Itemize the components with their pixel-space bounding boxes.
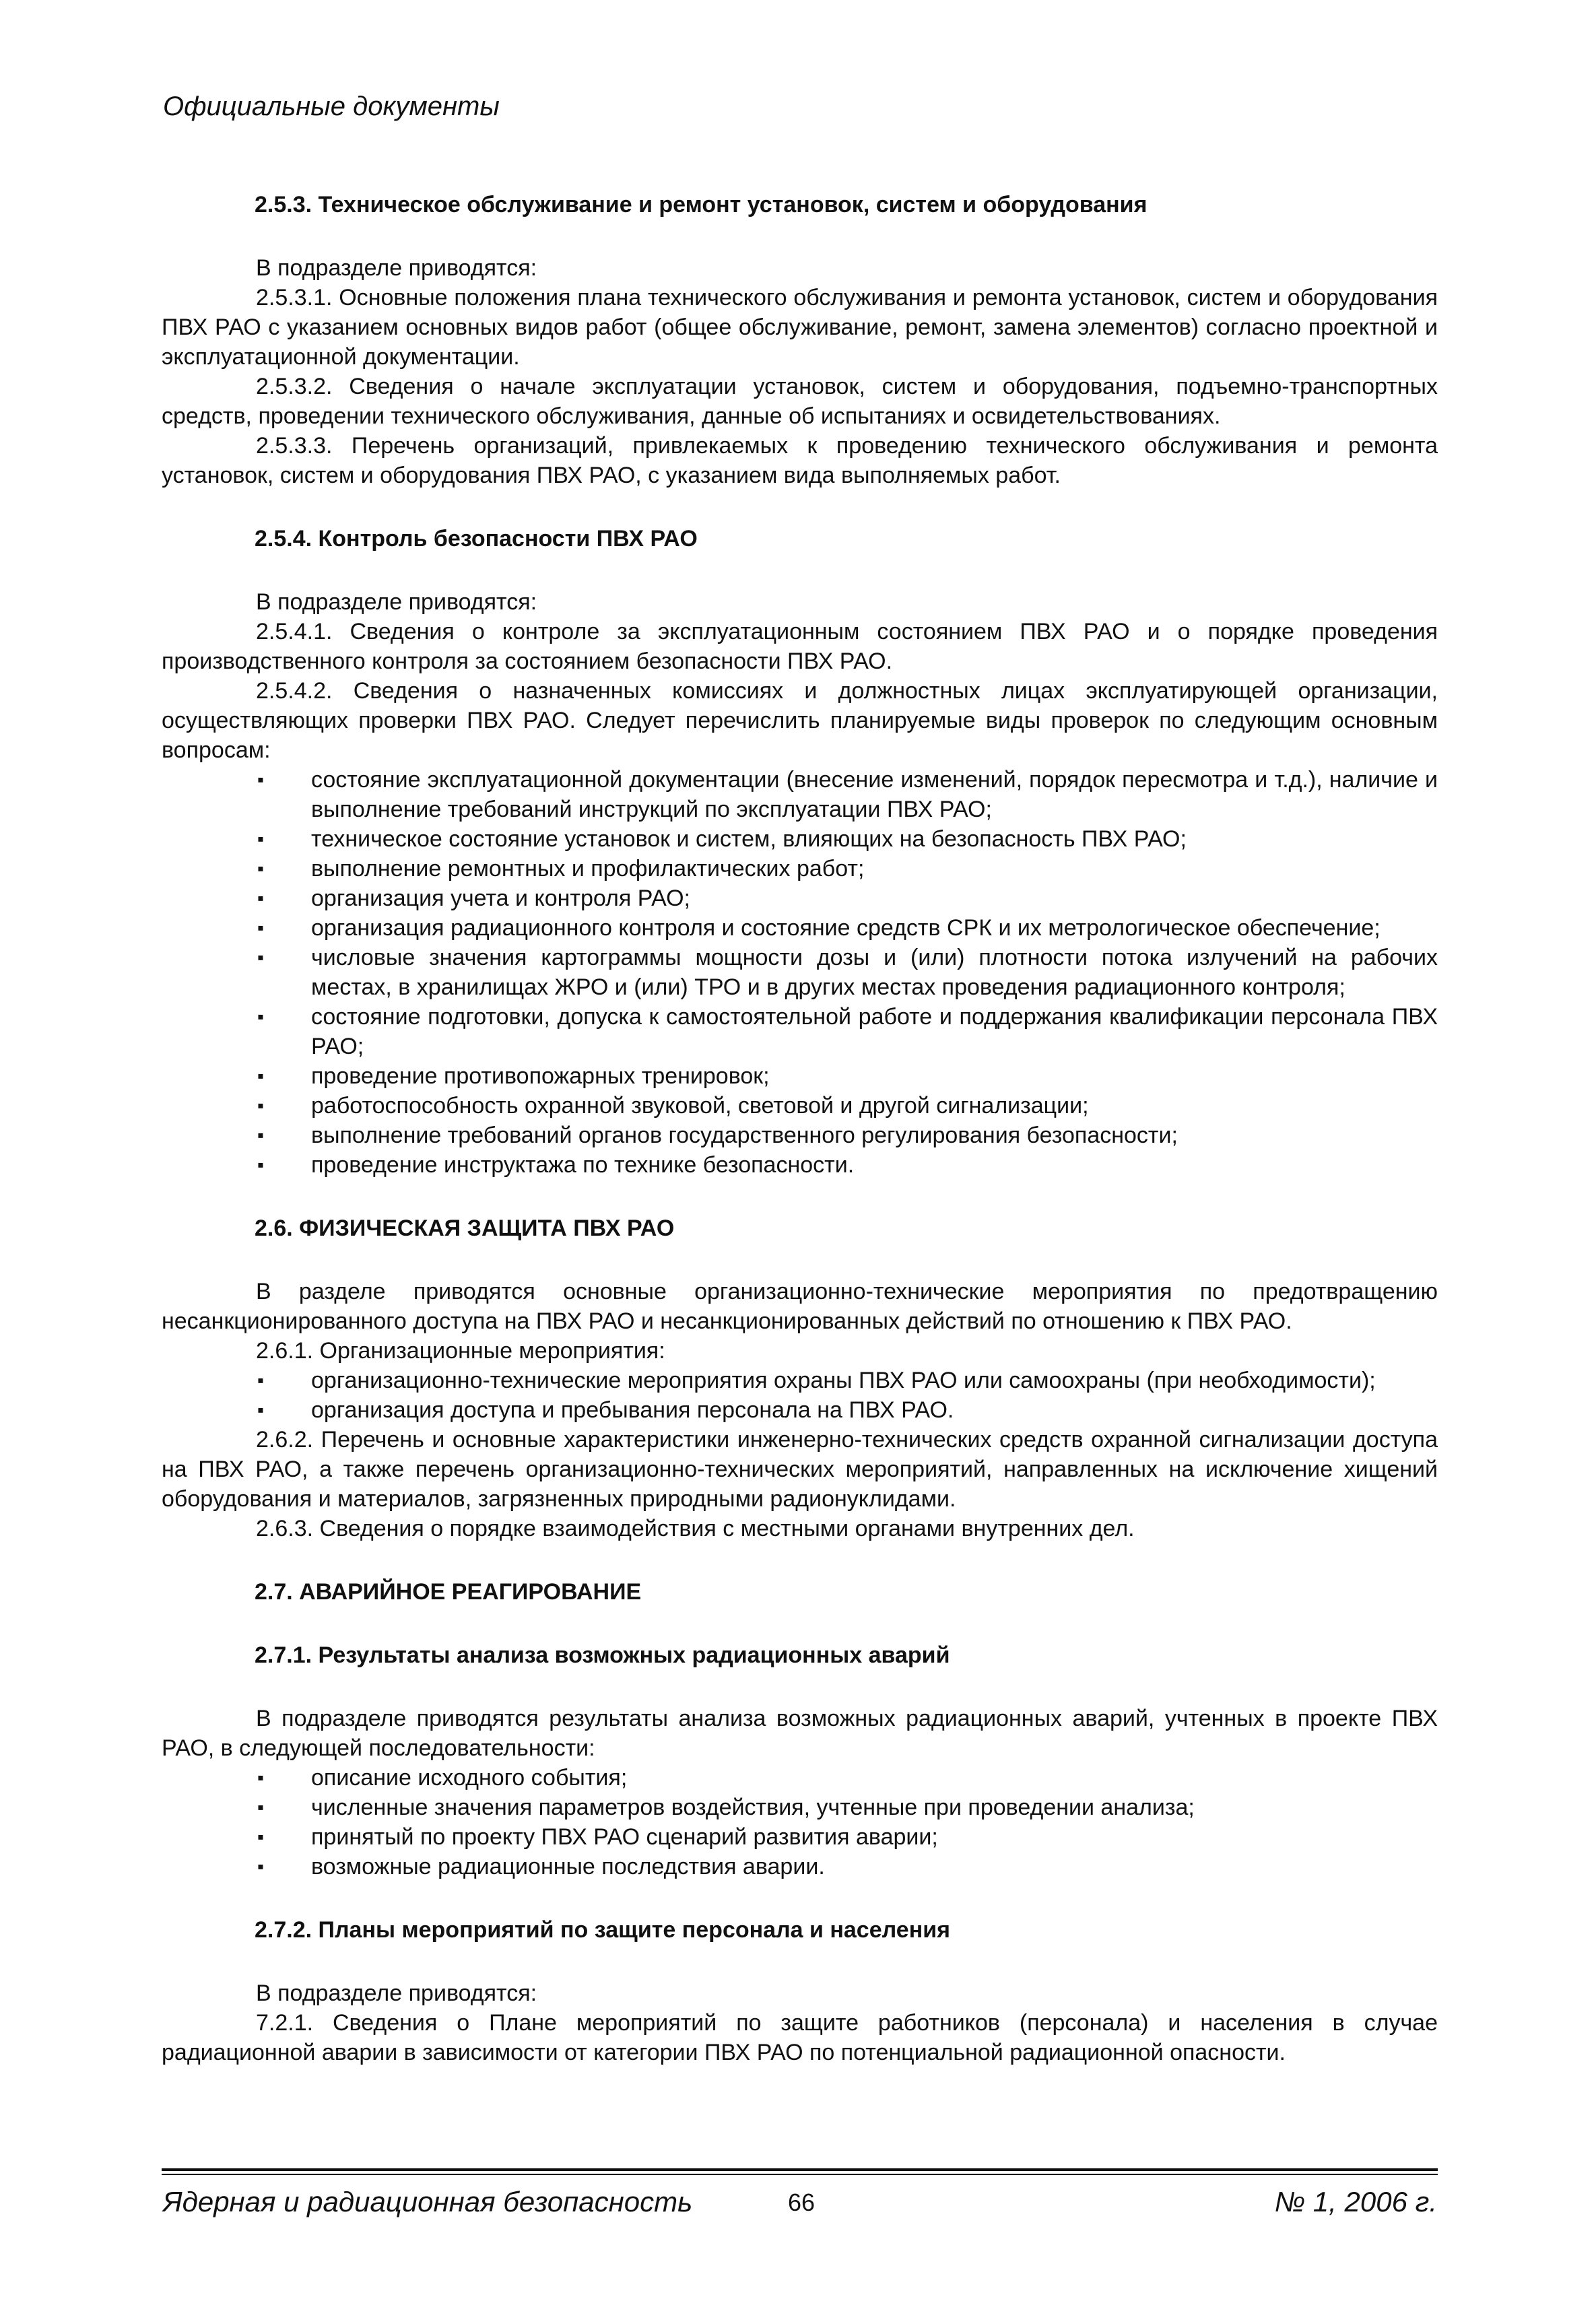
- section-2-6-title: 2.6. ФИЗИЧЕСКАЯ ЗАЩИТА ПВХ РАО: [255, 1215, 675, 1241]
- list-item: ▪ состояние эксплуатационной документации (внесение изменений, порядок пересмотра и т.д.), наличие и выполнение требований инструкций по эксплуатации ПВХ РАО;: [162, 765, 1438, 824]
- list-item: ▪ организационно-технические мероприятия охраны ПВХ РАО или самоохраны (при необходимости);: [162, 1366, 1438, 1395]
- list-item: ▪ описание исходного события;: [162, 1763, 1438, 1793]
- organizational-measures-list: [162, 1366, 1438, 1425]
- footer-rule-thin: [162, 2174, 1438, 2175]
- list-item: ▪ выполнение ремонтных и профилактических работ;: [162, 854, 1438, 883]
- list-item: ▪ техническое состояние установок и систем, влияющих на безопасность ПВХ РАО;: [162, 824, 1438, 854]
- section-2-5-4-intro: В подразделе приводятся:: [256, 589, 537, 615]
- section-2-7-1-intro: В подразделе приводятся результаты анализа возможных радиационных аварий, учтенных в проекте ПВХ РАО, в следующей последовательности:: [162, 1706, 1438, 1761]
- list-item: ▪ организация радиационного контроля и состояние средств СРК и их метрологическое обеспечение;: [162, 913, 1438, 943]
- footer-journal-title: Ядерная и радиационная безопасность: [163, 2186, 693, 2217]
- list-item: ▪ возможные радиационные последствия аварии.: [162, 1852, 1438, 1881]
- paragraph-2-5-4-1: 2.5.4.1. Сведения о контроле за эксплуатационным состоянием ПВХ РАО и о порядке проведения производственного контроля за состоянием безопасности ПВХ РАО.: [162, 619, 1438, 674]
- section-2-5-3-title: 2.5.3. Техническое обслуживание и ремонт установок, систем и оборудования: [255, 192, 1148, 218]
- list-item: ▪ работоспособность охранной звуковой, световой и другой сигнализации;: [162, 1091, 1438, 1121]
- paragraph-2-5-4-2: 2.5.4.2. Сведения о назначенных комиссиях и должностных лицах эксплуатирующей организации, осуществляющих проверки ПВХ РАО. Следует перечислить планируемые виды проверок по следующим основным вопросам:: [162, 678, 1438, 763]
- footer-page-number: 66: [788, 2189, 816, 2216]
- list-item: ▪ состояние подготовки, допуска к самостоятельной работе и поддержания квалификации персонала ПВХ РАО;: [162, 1002, 1438, 1061]
- inspection-topics-list: [162, 765, 1438, 1180]
- footer-issue: № 1, 2006 г.: [1274, 2186, 1437, 2217]
- paragraph-2-5-3-2: 2.5.3.2. Сведения о начале эксплуатации установок, систем и оборудования, подъемно-транспортных средств, проведении технического обслуживания, данные об испытаниях и освидетельствованиях.: [162, 374, 1438, 429]
- paragraph-2-5-3-1: 2.5.3.1. Основные положения плана технического обслуживания и ремонта установок, систем и оборудования ПВХ РАО с указанием основных видов работ (общее обслуживание, ремонт, замена элементов) согласно проектной и эксплуатационной документации.: [162, 285, 1438, 370]
- paragraph-2-6-1: 2.6.1. Организационные мероприятия:: [256, 1338, 665, 1364]
- list-item: ▪ организация доступа и пребывания персонала на ПВХ РАО.: [162, 1395, 1438, 1425]
- list-item: ▪ проведение противопожарных тренировок;: [162, 1061, 1438, 1091]
- section-2-6-intro: В разделе приводятся основные организационно-технические мероприятия по предотвращению несанкционированного доступа на ПВХ РАО и несанкционированных действий по отношению к ПВХ РАО.: [162, 1279, 1438, 1334]
- list-item: ▪ принятый по проекту ПВХ РАО сценарий развития аварии;: [162, 1822, 1438, 1852]
- list-item: ▪ проведение инструктажа по технике безопасности.: [162, 1150, 1438, 1180]
- paragraph-7-2-1: 7.2.1. Сведения о Плане мероприятий по защите работников (персонала) и населения в случае радиационной аварии в зависимости от категории ПВХ РАО по потенциальной радиационной опасности.: [162, 2010, 1438, 2065]
- footer-rule-thick: [162, 2168, 1438, 2171]
- section-2-7-2-title: 2.7.2. Планы мероприятий по защите персонала и населения: [255, 1917, 950, 1943]
- section-2-7-2-intro: В подразделе приводятся:: [256, 1980, 537, 2006]
- section-2-7-1-title: 2.7.1. Результаты анализа возможных радиационных аварий: [255, 1642, 950, 1668]
- list-item: ▪ выполнение требований органов государственного регулирования безопасности;: [162, 1121, 1438, 1150]
- section-2-7-title: 2.7. АВАРИЙНОЕ РЕАГИРОВАНИЕ: [255, 1579, 642, 1605]
- document-body: [162, 190, 1438, 2067]
- section-2-5-3-intro: В подразделе приводятся:: [256, 255, 537, 281]
- list-item: ▪ организация учета и контроля РАО;: [162, 883, 1438, 913]
- list-item: ▪ числовые значения картограммы мощности дозы и (или) плотности потока излучений на рабочих местах, в хранилищах ЖРО и (или) ТРО и в других местах проведения радиационного контроля;: [162, 943, 1438, 1002]
- accident-analysis-list: [162, 1763, 1438, 1881]
- paragraph-2-5-3-3: 2.5.3.3. Перечень организаций, привлекаемых к проведению технического обслуживания и ремонта установок, систем и оборудования ПВХ РАО, с указанием вида выполняемых работ.: [162, 433, 1438, 488]
- running-header: Официальные документы: [163, 92, 500, 121]
- paragraph-2-6-3: 2.6.3. Сведения о порядке взаимодействия с местными органами внутренних дел.: [256, 1516, 1135, 1541]
- paragraph-2-6-2: 2.6.2. Перечень и основные характеристики инженерно-технических средств охранной сигнализации доступа на ПВХ РАО, а также перечень организационно-технических мероприятий, направленных на исключение хищений оборудования и материалов, загрязненных природными радионуклидами.: [162, 1427, 1438, 1512]
- list-item: ▪ численные значения параметров воздействия, учтенные при проведении анализа;: [162, 1793, 1438, 1822]
- section-2-5-4-title: 2.5.4. Контроль безопасности ПВХ РАО: [255, 526, 698, 552]
